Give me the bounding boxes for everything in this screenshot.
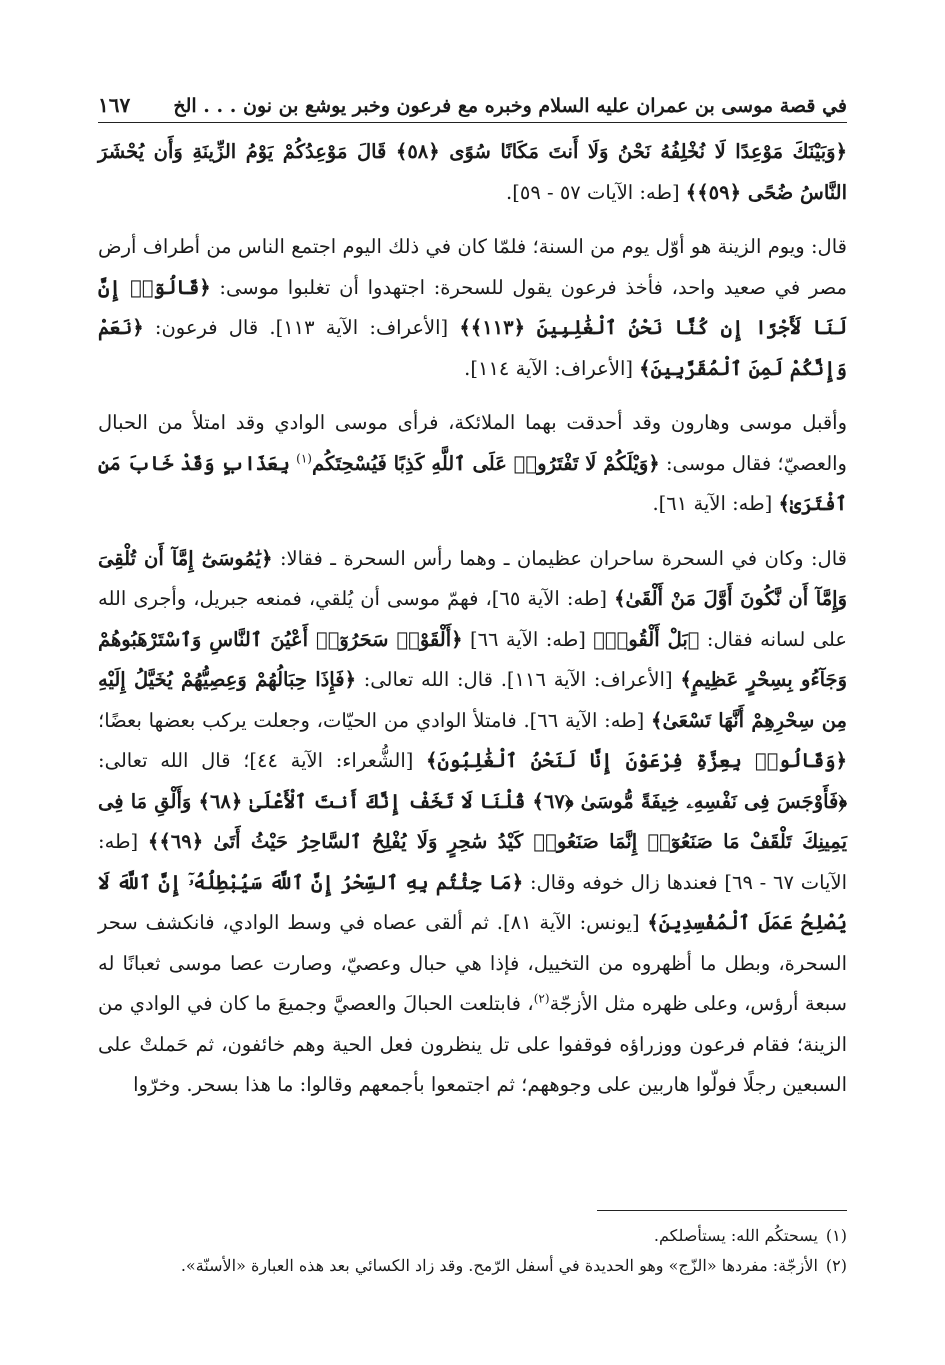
quran-verse: ﴿فَأَوْجَسَ فِى نَفْسِهِۦ خِيفَةً مُّوسَىٰ ﴿٦٧﴾ قُلْنَا لَا تَخَفْ إِنَّكَ أَنتَ ٱلْأَعْلَىٰ ﴿٦٨﴾ وَأَلْقِ مَا فِى يَمِينِكَ تَلْقَفْ مَا صَنَعُوٓا۟ إِنَّمَا صَنَعُوا۟ كَيْدُ سَٰحِرٍ وَلَا يُفْلِحُ ٱلسَّاحِرُ حَيْثُ أَتَىٰ ﴿٦٩﴾﴾: [98, 789, 848, 853]
header-title: في قصة موسى بن عمران عليه السلام وخبره مع فرعون وخبر يوشع بن نون . . . الخ: [173, 95, 847, 117]
main-text: [98, 132, 847, 1106]
quran-verse: ﴿قَالُوٓا۟ إِنَّ لَنَا لَأَجْرًا إِن كُنَّا نَحْنُ ٱلْغَٰلِبِينَ ﴿١١٣﴾﴾: [98, 275, 848, 339]
footnotes: [98, 1222, 847, 1282]
footnote-number: (٢): [825, 1256, 847, 1275]
narrative-text: ثم ألقى عصاه في وسط الوادي، فانكشف سحر السحرة، وبطل ما أظهروه من التخييل، فإذا هي حبال وعصيّ، وصارت عصا موسى ثعبانًا له سبعة أرؤس، وعلى ظهره مثل الأزجّة: [98, 911, 848, 1015]
quran-verse: ﴿بَلْ أَلْقُوا۟﴾: [593, 627, 700, 651]
footnote-number: (١): [825, 1226, 847, 1245]
verse-reference: [طه: الآية ٦٥]،: [485, 587, 608, 610]
narrative-text: قال الله تعالى:: [98, 749, 231, 772]
narrative-text: فعندها زال خوفه وقال:: [529, 870, 718, 894]
paragraph-1: [98, 132, 847, 213]
quran-verse: ﴿وَقَالُوا۟ بِعِزَّةِ فِرْعَوْنَ إِنَّا لَنَحْنُ ٱلْغَٰلِبُونَ﴾: [426, 749, 848, 772]
narrative-text: قال: الله تعالى:: [363, 668, 493, 691]
footnote-marker: (١): [296, 451, 312, 465]
verse-reference: [الأعراف: الآية ١١٤].: [464, 356, 633, 380]
verse-reference: [طه: الآيات ٦٧ - ٦٩]: [98, 830, 848, 894]
page-number: ١٦٧: [98, 93, 131, 117]
narrative-text: قال فرعون:: [154, 316, 259, 339]
footnote-text: الأزجّة: مفردها «الزّج» وهو الحديدة في أسفل الرّمح. وقد زاد الكسائي بعد هذه العبارة «الأسنّة».: [180, 1256, 818, 1275]
verse-reference: [طه: الآية ٦٦]: [469, 627, 586, 651]
footnote-divider: [597, 1210, 847, 1211]
running-header: [98, 84, 847, 123]
quran-verse: ﴿وَيْلَكُمْ لَا تَفْتَرُوا۟ عَلَى ٱللَّهِ كَذِبًا فَيُسْحِتَكُم: [311, 451, 660, 475]
narrative-text: قال: وكان في السحرة ساحران عظيمان ـ وهما رأس السحرة ـ فقالا:: [279, 546, 847, 570]
footnote-marker: (٢): [533, 991, 550, 1006]
narrative-text: قال: ويوم الزينة هو أوّل يوم من السنة؛ فلمّا كان في ذلك اليوم اجتمع الناس من أطراف أرض مصر في صعيد واحد، فأخذ فرعون يقول للسحرة: اجتهدوا أن تغلبوا موسى:: [98, 235, 847, 299]
quran-verse: بِعَذَابٍ وَقَدْ خَابَ مَنِ ٱفْتَرَىٰ﴾: [98, 451, 847, 515]
verse-reference: [طه: الآية ٦١].: [652, 492, 773, 515]
quran-verse: ﴿مَا جِئْتُم بِهِ ٱلسِّحْرُ إِنَّ ٱللَّهَ سَيُبْطِلُهُۥٓ إِنَّ ٱللَّهَ لَا يُصْلِحُ عَمَلَ ٱلْمُفْسِدِينَ﴾: [98, 870, 848, 934]
verse-reference: [الشُّعراء: الآية ٤٤]؛: [243, 749, 414, 772]
verse-reference: [الأعراف: الآية ١١٣].: [269, 316, 449, 339]
verse-reference: [الأعراف: الآية ١١٦].: [500, 668, 673, 691]
footnote-text: يسحتكُم الله: يستأصلكم.: [653, 1226, 818, 1245]
footnote-1: [98, 1222, 847, 1250]
quran-verse: ﴿نَعَمْ وَإِنَّكُمْ لَمِنَ ٱلْمُقَرَّبِينَ﴾: [98, 316, 847, 380]
verse-reference: [يونس: الآية ٨١].: [496, 911, 640, 934]
verse-reference: [طه: الآيات ٥٧ - ٥٩].: [506, 180, 680, 204]
footnote-2: [98, 1252, 847, 1280]
quran-verse: ﴿أَلْقَوْا۟ سَحَرُوٓا۟ أَعْيُنَ ٱلنَّاسِ وَٱسْتَرْهَبُوهُمْ وَجَآءُو بِسِحْرٍ عَظِيمٍ﴾: [98, 627, 848, 691]
paragraph-4: [98, 539, 847, 1106]
narrative-text: فامتلأ الوادي من الحيّات، وجعلت يركب بعضها بعضًا؛: [98, 708, 517, 732]
quran-verse: ﴿وَبَيْنَكَ مَوْعِدًا لَا نُخْلِفُهُ نَحْنُ وَلَا أَنتَ مَكَانًا سُوًى ﴿٥٨﴾ قَالَ مَوْعِدُكُمْ يَوْمُ الزِّينَةِ وَأَن يُحْشَرَ النَّاسُ ضُحًى ﴿٥٩﴾﴾: [98, 140, 847, 204]
paragraph-3: [98, 403, 847, 525]
verse-reference: [طه: الآية ٦٦].: [523, 708, 645, 732]
narrative-text: وأقبل موسى وهارون وقد أحدقت بهما الملائكة، فرأى موسى الوادي وقد امتلأ من الحبال والعصيّ؛ فقال موسى:: [98, 411, 847, 475]
paragraph-2: [98, 227, 847, 389]
narrative-text: فهمّ موسى أن يُلقي، فمنعه جبريل، وأجرى الله على لسانه فقال:: [98, 587, 847, 651]
quran-verse: ﴿فَإِذَا حِبَالُهُمْ وَعِصِيُّهُمْ يُخَيَّلُ إِلَيْهِ مِن سِحْرِهِمْ أَنَّهَا تَسْعَىٰ﴾: [98, 668, 847, 732]
narrative-text: ، فابتلعت الحبالَ والعصيَّ وجميعَ ما كان في الوادي من الزينة؛ فقام فرعون ووزراؤه فوقفوا على تل ينظرون فعل الحية وهم خائفون، ثم حَملتْ على السبعين رجلًا فولّوا هاربين على وجوههم؛ ثم اجتمعوا بأجمعهم وقالوا: ما هذا بسحر. وخرّوا: [98, 992, 847, 1096]
quran-verse: ﴿يَٰمُوسَىٰٓ إِمَّآ أَن تُلْقِىَ وَإِمَّآ أَن نَّكُونَ أَوَّلَ مَنْ أَلْقَىٰ﴾: [98, 546, 847, 610]
